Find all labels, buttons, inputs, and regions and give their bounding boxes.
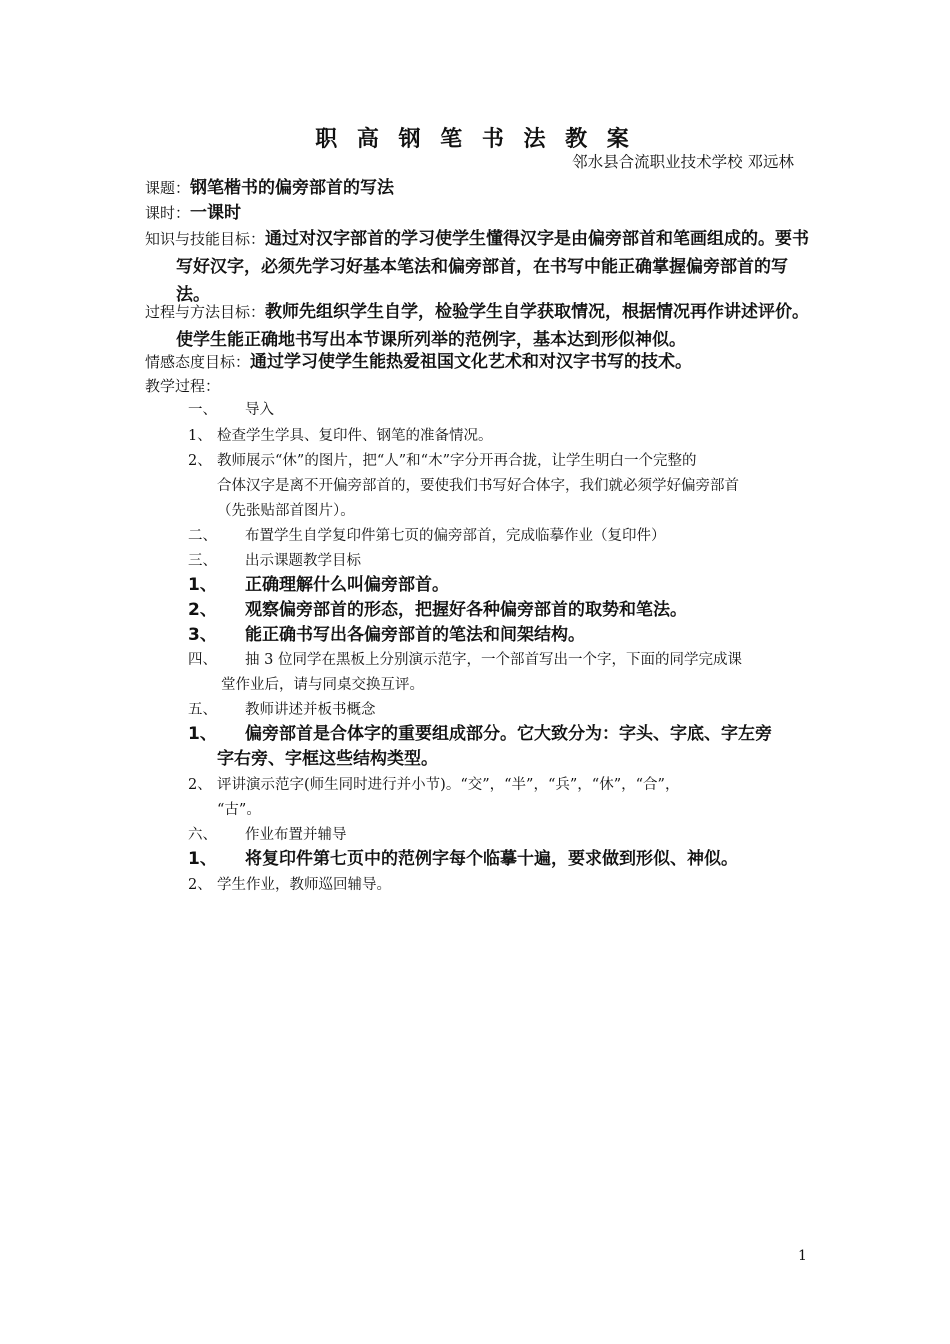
author-text: 邻水县合流职业技术学校 邓远林 bbox=[572, 153, 794, 171]
section-2-text: 布置学生自学复印件第七页的偏旁部首，完成临摹作业（复印件） bbox=[245, 528, 666, 544]
section-5-num: 五、 bbox=[188, 702, 217, 718]
goal-process bbox=[145, 298, 810, 354]
document-title: 职 高 钢 笔 书 法 教 案 bbox=[315, 126, 635, 152]
section-4-num: 四、 bbox=[188, 652, 217, 668]
s3-item2-num: 2、 bbox=[188, 600, 217, 620]
s5-item1-line1: 偏旁部首是合体字的重要组成部分。它大致分为：字头、字底、字左旁 bbox=[245, 724, 772, 744]
period-value: 一课时 bbox=[190, 203, 242, 223]
process-heading: 教学过程： bbox=[145, 377, 221, 395]
goal-process-value: 教师先组织学生自学，检验学生自学获取情况，根据情况再作讲述评价。使学生能正确地书写出本节课所列举的范例字，基本达到形似神似。 bbox=[176, 302, 810, 350]
s1-item1-text: 检查学生学具、复印件、钢笔的准备情况。 bbox=[217, 428, 493, 444]
topic-line bbox=[145, 174, 810, 202]
section-1-num: 一、 bbox=[188, 402, 217, 418]
section-4-line2: 堂作业后，请与同桌交换互评。 bbox=[221, 677, 424, 693]
goal-knowledge bbox=[145, 225, 810, 309]
section-6-num: 六、 bbox=[188, 827, 217, 843]
goal-attitude-value: 通过学习使学生能热爱祖国文化艺术和对汉字书写的技术。 bbox=[250, 352, 693, 372]
s5-item2-line2: “古”。 bbox=[217, 802, 261, 818]
s1-item1-num: 1、 bbox=[188, 428, 212, 444]
s3-item1-text: 正确理解什么叫偏旁部首。 bbox=[245, 575, 449, 595]
s1-item2-line1: 教师展示“休”的图片，把“人”和“木”字分开再合拢，让学生明白一个完整的 bbox=[217, 453, 697, 469]
section-4-line1: 抽 3 位同学在黑板上分别演示范字，一个部首写出一个字，下面的同学完成课 bbox=[245, 652, 742, 668]
s6-item1-num: 1、 bbox=[188, 849, 217, 869]
topic-value: 钢笔楷书的偏旁部首的写法 bbox=[190, 178, 395, 198]
s1-item2-line2: 合体汉字是离不开偏旁部首的，要使我们书写好合体字，我们就必须学好偏旁部首 bbox=[217, 478, 739, 494]
s6-item2-text: 学生作业，教师巡回辅导。 bbox=[217, 877, 391, 893]
s1-item2-line3: （先张贴部首图片）。 bbox=[217, 503, 355, 519]
period-line bbox=[145, 199, 810, 227]
page-number: 1 bbox=[798, 1248, 807, 1264]
s5-item1-num: 1、 bbox=[188, 724, 217, 744]
goal-attitude bbox=[145, 348, 810, 376]
section-3-num: 三、 bbox=[188, 553, 217, 569]
author-line bbox=[0, 150, 930, 172]
s3-item2-text: 观察偏旁部首的形态，把握好各种偏旁部首的取势和笔法。 bbox=[245, 600, 687, 620]
section-3-text: 出示课题教学目标 bbox=[245, 553, 361, 569]
goal-knowledge-value: 通过对汉字部首的学习使学生懂得汉字是由偏旁部首和笔画组成的。要书写好汉字，必须先学习好基本笔法和偏旁部首，在书写中能正确掌握偏旁部首的写法。 bbox=[176, 229, 810, 305]
section-1-text: 导入 bbox=[245, 402, 274, 418]
s3-item3-text: 能正确书写出各偏旁部首的笔法和间架结构。 bbox=[245, 625, 585, 645]
topic-label: 课题： bbox=[145, 179, 191, 197]
s5-item2-num: 2、 bbox=[188, 777, 212, 793]
section-5-text: 教师讲述并板书概念 bbox=[245, 702, 376, 718]
s6-item2-num: 2、 bbox=[188, 877, 212, 893]
s3-item1-num: 1、 bbox=[188, 575, 217, 595]
s3-item3-num: 3、 bbox=[188, 625, 217, 645]
goal-process-label: 过程与方法目标： bbox=[145, 303, 266, 321]
s5-item1-line2: 字右旁、字框这些结构类型。 bbox=[217, 749, 438, 769]
s1-item2-num: 2、 bbox=[188, 453, 212, 469]
s6-item1-text: 将复印件第七页中的范例字每个临摹十遍，要求做到形似、神似。 bbox=[245, 849, 738, 869]
goal-knowledge-label: 知识与技能目标： bbox=[145, 230, 266, 248]
period-label: 课时： bbox=[145, 204, 191, 222]
section-2-num: 二、 bbox=[188, 528, 217, 544]
section-6-text: 作业布置并辅导 bbox=[245, 827, 347, 843]
s5-item2-line1: 评讲演示范字(师生同时进行并小节)。“交”，“半”，“兵”，“休”，“合”， bbox=[217, 777, 680, 793]
goal-attitude-label: 情感态度目标： bbox=[145, 353, 251, 371]
